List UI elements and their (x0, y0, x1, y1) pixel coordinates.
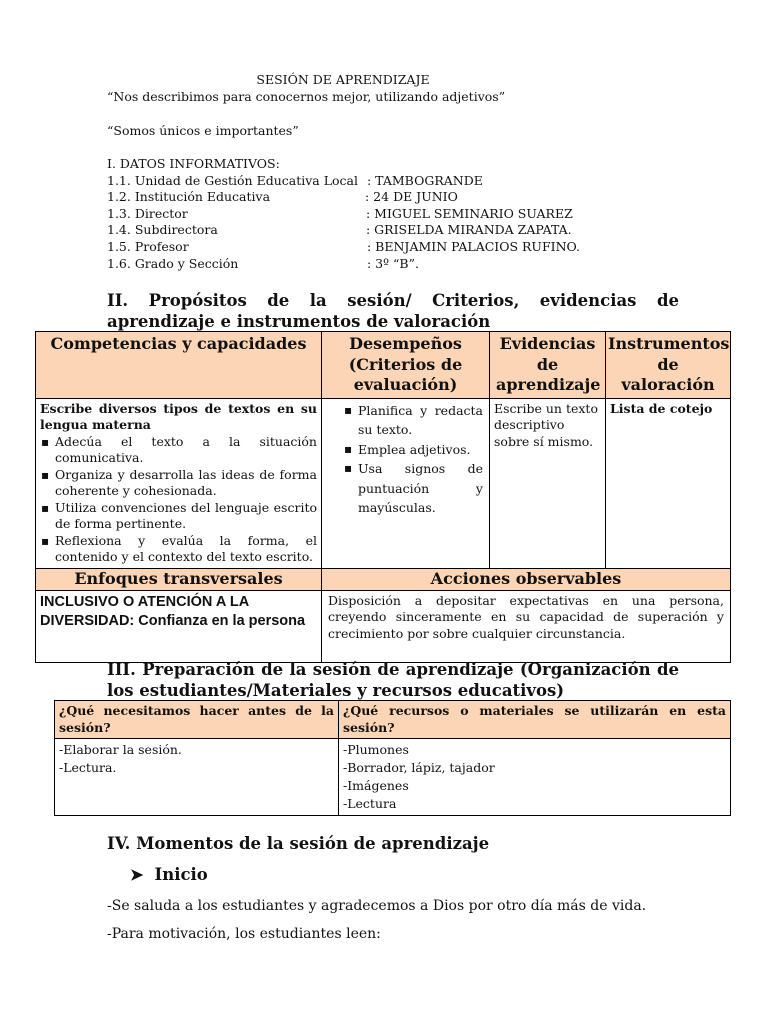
datos-label: 1.5. Profesor (107, 239, 189, 254)
list-item: ▪ Reflexiona y evalúa la forma, el contenido y el contexto del texto escrito. (55, 533, 317, 566)
list-item: ▪ Planifica y redacta su texto. (358, 401, 483, 440)
datos-label: 1.2. Institución Educativa (107, 189, 271, 204)
datos-value: : 3º “B”. (367, 256, 419, 271)
datos-heading: I. DATOS INFORMATIVOS: (107, 156, 280, 171)
enfoque-cell: INCLUSIVO O ATENCIÓN A LA DIVERSIDAD: Confianza en la persona (36, 590, 322, 662)
accion-cell: Disposición a depositar expectativas en una persona, creyendo sinceramente en su capacidad de superación y crecimiento por sobre cualquier circunstancia. (322, 590, 731, 662)
preparacion-table (54, 700, 731, 816)
inicio-line: -Se saluda a los estudiantes y agradecemos a Dios por otro día más de vida. (107, 898, 647, 914)
col-header-competencias: Competencias y capacidades (36, 332, 322, 399)
list-item: ▪ Usa signos de puntuación y mayúsculas. (358, 459, 483, 518)
datos-label: 1.4. Subdirectora (107, 222, 218, 237)
list-item: ▪ Adecúa el texto a la situación comunicativa. (55, 434, 317, 467)
acciones-header: Acciones observables (322, 568, 731, 590)
list-item: ▪ Emplea adjetivos. (358, 440, 483, 460)
document-title: SESIÓN DE APRENDIZAJE (256, 72, 430, 87)
list-item: -Elaborar la sesión. (59, 742, 182, 757)
list-item: -Borrador, lápiz, tajador (343, 760, 495, 775)
desempenos-list (340, 401, 483, 518)
list-item: -Imágenes (343, 778, 409, 793)
datos-value: : GRISELDA MIRANDA ZAPATA. (366, 222, 572, 237)
desempenos-cell (322, 398, 490, 568)
datos-label: 1.6. Grado y Sección (107, 256, 239, 271)
section-4-heading: IV. Momentos de la sesión de aprendizaje (107, 834, 490, 853)
enfoques-header: Enfoques transversales (36, 568, 322, 590)
col-header-instrumentos: Instrumentos de valoración (606, 332, 731, 399)
evidencia-cell: Escribe un texto descriptivo sobre sí mismo. (490, 398, 606, 568)
datos-value: : TAMBOGRANDE (367, 173, 483, 188)
propositos-table (35, 331, 731, 663)
datos-value: : MIGUEL SEMINARIO SUAREZ (366, 206, 573, 221)
list-item: -Lectura. (59, 760, 117, 775)
question-recursos: ¿Qué recursos o materiales se utilizarán en esta sesión? (339, 701, 731, 739)
datos-label: 1.3. Director (107, 206, 188, 221)
list-item: ▪ Organiza y desarrolla las ideas de forma coherente y cohesionada. (55, 467, 317, 500)
document-motto: “Somos únicos e importantes” (107, 123, 299, 138)
instrumento-cell: Lista de cotejo (606, 398, 731, 568)
col-header-evidencias: Evidencias de aprendizaje (490, 332, 606, 399)
competencia-title: Escribe diversos tipos de textos en su lengua materna (40, 400, 317, 432)
recursos-cell (339, 739, 731, 816)
inicio-label: Inicio (154, 865, 208, 884)
inicio-line: -Para motivación, los estudiantes leen: (107, 926, 381, 942)
datos-label: 1.1. Unidad de Gestión Educativa Local (107, 173, 358, 188)
list-item: -Plumones (343, 742, 409, 757)
section-2-heading: II. Propósitos de la sesión/ Criterios, evidencias de aprendizaje e instrumentos de valoración (107, 291, 679, 331)
question-antes: ¿Qué necesitamos hacer antes de la sesión? (55, 701, 339, 739)
document-subtitle: “Nos describimos para conocernos mejor, utilizando adjetivos” (107, 89, 506, 104)
inicio-heading (130, 864, 208, 885)
list-item: -Lectura (343, 796, 397, 811)
list-item: ▪ Utiliza convenciones del lenguaje escrito de forma pertinente. (55, 500, 317, 533)
datos-value: : BENJAMIN PALACIOS RUFINO. (367, 239, 581, 254)
section-3-heading: III. Preparación de la sesión de aprendizaje (Organización de los estudiantes/Materiales y recursos educativos) (107, 660, 679, 700)
col-header-desempenos: Desempeños (Criterios de evaluación) (322, 332, 490, 399)
datos-value: : 24 DE JUNIO (365, 189, 458, 204)
competencias-cell (36, 398, 322, 568)
arrow-bullet-icon: ➤ (130, 865, 144, 884)
antes-cell (55, 739, 339, 816)
capacidades-list (40, 434, 317, 566)
